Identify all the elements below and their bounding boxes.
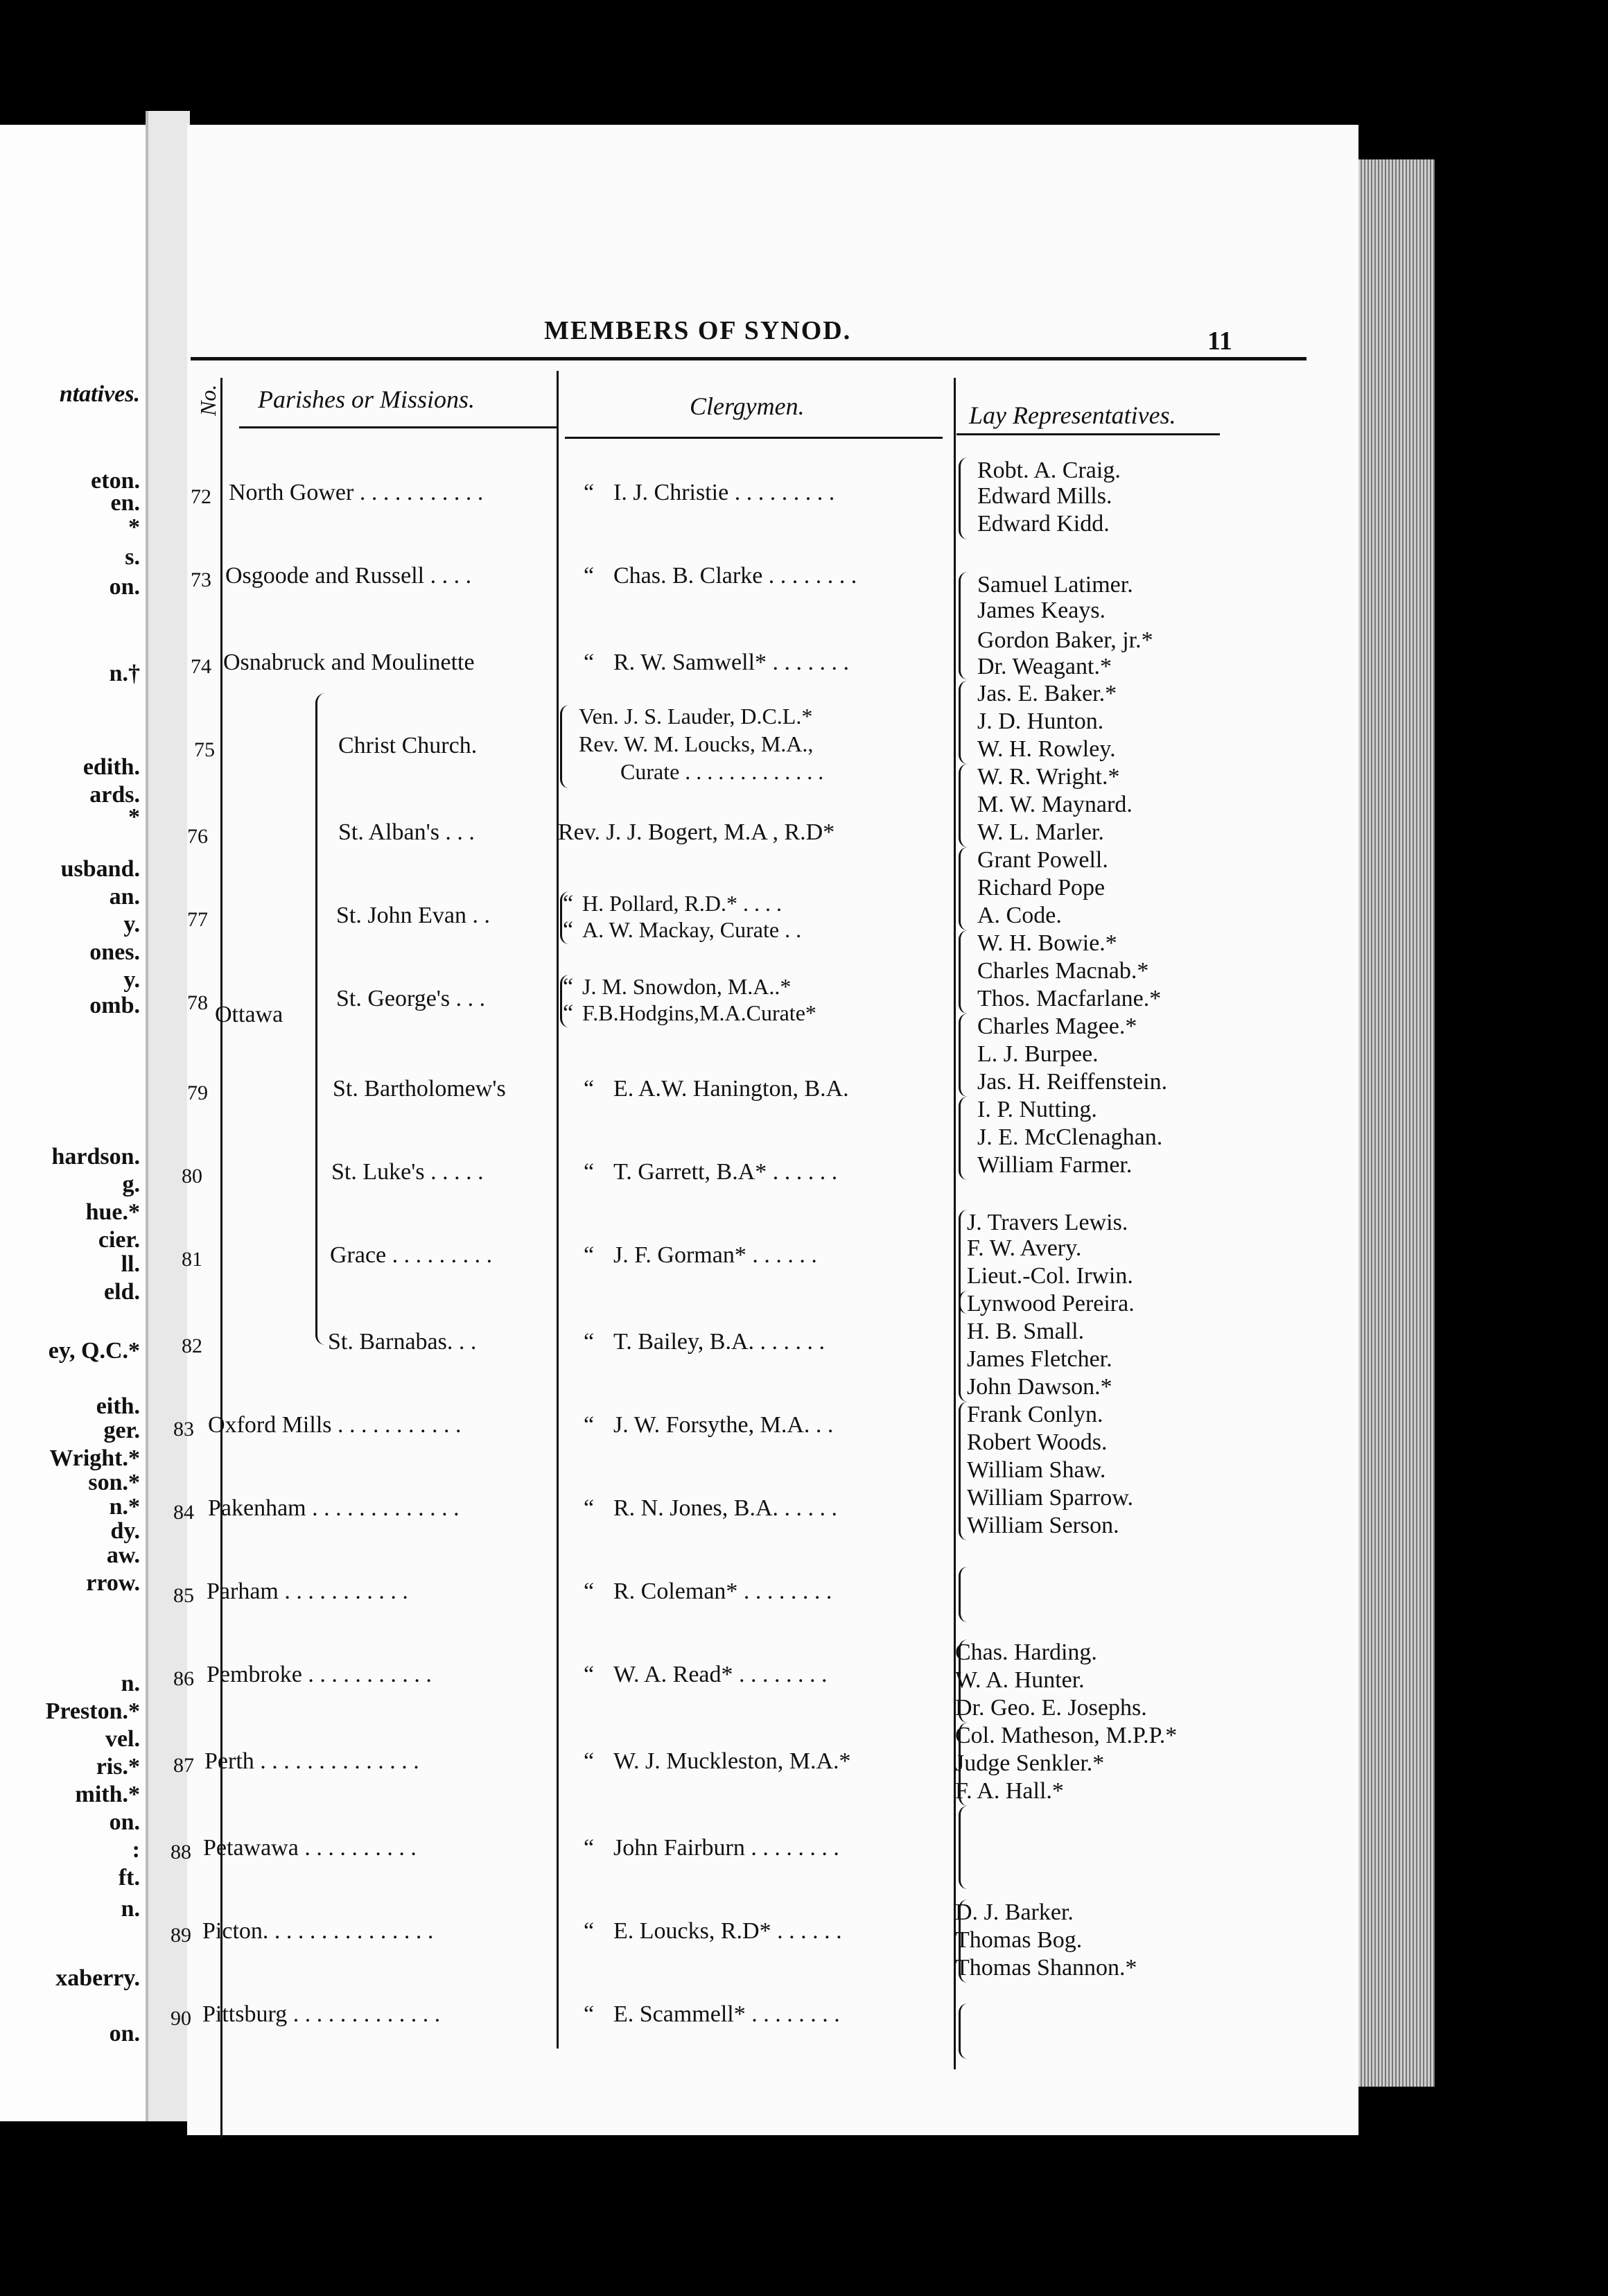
left-page-line: eld.: [104, 1279, 140, 1305]
lay-brace: [959, 1806, 968, 1889]
row-number: 89: [171, 1924, 191, 1947]
lay-representative: Edward Kidd.: [977, 511, 1110, 537]
clergyman: Rev. J. J. Bogert, M.A , R.D*: [558, 819, 835, 845]
clergyman: T. Bailey, B.A. . . . . . .: [613, 1329, 825, 1355]
left-page-line: y.: [123, 967, 140, 993]
row-number: 83: [173, 1418, 194, 1441]
clergyman: R. N. Jones, B.A. . . . . .: [613, 1495, 838, 1521]
column-header-clergymen: Clergymen.: [690, 392, 805, 420]
row-number: 72: [191, 485, 211, 508]
lay-representative: L. J. Burpee.: [977, 1041, 1099, 1067]
running-title: MEMBERS OF SYNOD.: [544, 316, 852, 345]
lay-representative: William Farmer.: [977, 1152, 1133, 1178]
clergyman: W. A. Read* . . . . . . . .: [613, 1662, 828, 1687]
lay-representative: Frank Conlyn.: [967, 1402, 1103, 1427]
ditto-mark: “: [563, 974, 574, 1000]
lay-representative: Thomas Shannon.*: [955, 1955, 1137, 1981]
clergyman: E. A.W. Hanington, B.A.: [613, 1076, 849, 1102]
lay-representative: M. W. Maynard.: [977, 792, 1133, 817]
left-page-line: n.*: [109, 1494, 140, 1520]
lay-representative: J. Travers Lewis.: [967, 1210, 1128, 1235]
parish-name: Osnabruck and Moulinette: [223, 650, 475, 675]
page-edges: [1358, 159, 1435, 2087]
lay-representative: James Fletcher.: [967, 1346, 1112, 1372]
left-page-line: ll.: [121, 1251, 140, 1277]
left-page-line: ris.*: [96, 1754, 140, 1780]
lay-representative: I. P. Nutting.: [977, 1097, 1097, 1122]
clergy-brace: [560, 892, 569, 944]
lay-representative: Lynwood Pereira.: [967, 1291, 1135, 1316]
row-number: 76: [187, 825, 208, 848]
left-page-line: rrow.: [86, 1570, 140, 1596]
parish-name: St. Barnabas. . .: [328, 1329, 477, 1355]
lay-representative: W. H. Rowley.: [977, 736, 1116, 762]
left-page-line: g.: [122, 1172, 140, 1197]
ditto-mark: “: [584, 2001, 595, 2027]
ditto-mark: “: [563, 917, 574, 943]
left-page-line: s.: [125, 544, 140, 570]
lay-representative: Jas. E. Baker.*: [977, 681, 1117, 706]
row-number: 85: [173, 1584, 194, 1607]
parish-name: Osgoode and Russell . . . .: [225, 563, 472, 589]
parish-name: North Gower . . . . . . . . . . .: [229, 480, 484, 505]
lay-representative: W. H. Bowie.*: [977, 930, 1117, 956]
left-page-line: :: [132, 1837, 140, 1863]
left-page-line: dy.: [110, 1518, 140, 1544]
left-page-line: an.: [109, 884, 140, 910]
parish-name: Christ Church.: [338, 733, 478, 758]
lay-representative: Samuel Latimer.: [977, 572, 1133, 598]
row-number: 73: [191, 568, 211, 591]
lay-representative: Dr. Weagant.*: [977, 654, 1112, 679]
lay-brace: [959, 1402, 968, 1540]
left-page-line: son.*: [88, 1470, 140, 1495]
left-page-line: xaberry.: [55, 1965, 140, 1991]
parish-name: Grace . . . . . . . . .: [330, 1242, 493, 1268]
lay-brace: [959, 930, 968, 1014]
left-page-line: hardson.: [51, 1144, 140, 1169]
parish-name: Pittsburg . . . . . . . . . . . . .: [202, 2001, 441, 2027]
clergyman: Ven. J. S. Lauder, D.C.L.*: [579, 704, 813, 729]
column-rule-no: [220, 378, 222, 2139]
clergyman: T. Garrett, B.A* . . . . . .: [613, 1159, 838, 1185]
row-number: 88: [171, 1841, 191, 1863]
parish-name: St. John Evan . .: [336, 903, 490, 928]
ottawa-label: Ottawa: [215, 1002, 283, 1027]
left-page-line: Wright.*: [49, 1445, 140, 1471]
parish-name: Petawawa . . . . . . . . . .: [203, 1835, 417, 1861]
ditto-mark: “: [584, 1412, 595, 1438]
left-page-line: *: [128, 514, 140, 540]
lay-representative: Charles Macnab.*: [977, 958, 1149, 984]
parish-name: Oxford Mills . . . . . . . . . . .: [208, 1412, 462, 1438]
row-number: 78: [187, 991, 208, 1014]
page-number: 11: [1207, 327, 1232, 356]
clergyman: Chas. B. Clarke . . . . . . . .: [613, 563, 857, 589]
clergyman: E. Scammell* . . . . . . . .: [613, 2001, 840, 2027]
lay-representative: Lieut.-Col. Irwin.: [967, 1263, 1133, 1289]
ditto-mark: “: [584, 563, 595, 589]
ditto-mark: “: [584, 650, 595, 675]
lay-representative: John Dawson.*: [967, 1374, 1112, 1400]
row-number: 75: [194, 738, 215, 761]
left-page-line: n.: [121, 1671, 140, 1696]
left-page-fragment: [0, 125, 146, 2121]
lay-brace: [959, 2003, 968, 2059]
ditto-mark: “: [584, 1242, 595, 1268]
left-page-line: usband.: [60, 856, 140, 882]
ditto-mark: “: [584, 1495, 595, 1521]
clergyman: Curate . . . . . . . . . . . . .: [620, 759, 824, 784]
row-number: 90: [171, 2007, 191, 2030]
lay-representative: James Keays.: [977, 598, 1106, 623]
left-page-line: cier.: [98, 1227, 140, 1253]
column-header-parishes: Parishes or Missions.: [258, 385, 475, 413]
ditto-mark: “: [563, 1000, 574, 1026]
clergyman: Rev. W. M. Loucks, M.A.,: [579, 731, 814, 756]
ditto-mark: “: [584, 1748, 595, 1774]
lay-representative: Gordon Baker, jr.*: [977, 627, 1153, 653]
left-page-line: eton.: [91, 468, 140, 494]
lay-representative: William Sparrow.: [967, 1485, 1134, 1511]
lay-brace: [959, 1291, 968, 1402]
ditto-mark: “: [584, 1918, 595, 1944]
row-number: 82: [182, 1334, 202, 1357]
lay-representative: J. E. McClenaghan.: [977, 1124, 1163, 1150]
left-page-line: ger.: [103, 1418, 140, 1443]
lay-brace: [959, 1567, 968, 1622]
clergyman: F.B.Hodgins,M.A.Curate*: [582, 1000, 816, 1025]
clergyman: J. M. Snowdon, M.A..*: [582, 974, 792, 999]
clergyman: R. Coleman* . . . . . . . .: [613, 1578, 832, 1604]
lay-representative: A. Code.: [977, 903, 1062, 928]
ditto-mark: “: [584, 1662, 595, 1687]
left-page-line: ey, Q.C.*: [48, 1338, 140, 1364]
row-number: 80: [182, 1165, 202, 1188]
left-page-header-fragment: ntatives.: [59, 381, 140, 407]
lay-representative: F. A. Hall.*: [955, 1778, 1064, 1804]
column-rule-clergy: [954, 378, 956, 2069]
lay-representative: Robert Woods.: [967, 1429, 1108, 1455]
left-page-line: ft.: [118, 1865, 140, 1890]
parish-name: Pembroke . . . . . . . . . . .: [207, 1662, 432, 1687]
parish-name: St. Luke's . . . . .: [331, 1159, 484, 1185]
clergy-brace: [560, 975, 569, 1027]
left-page-line: omb.: [89, 993, 140, 1018]
ditto-mark: “: [584, 1835, 595, 1861]
lay-representative: Grant Powell.: [977, 847, 1108, 873]
left-page-line: aw.: [106, 1542, 140, 1568]
ditto-mark: “: [584, 480, 595, 505]
parish-name: Parham . . . . . . . . . . .: [207, 1578, 408, 1604]
lay-representative: Col. Matheson, M.P.P.*: [955, 1723, 1178, 1748]
lay-representative: H. B. Small.: [967, 1319, 1085, 1344]
lay-representative: Edward Mills.: [977, 483, 1112, 509]
book-gutter: [146, 111, 190, 2121]
parish-name: St. George's . . .: [336, 986, 486, 1011]
clergyman: A. W. Mackay, Curate . .: [582, 917, 802, 942]
lay-representative: W. L. Marler.: [977, 819, 1104, 845]
row-number: 74: [191, 655, 211, 678]
lay-representative: Jas. H. Reiffenstein.: [977, 1069, 1168, 1095]
ditto-mark: “: [584, 1578, 595, 1604]
parish-name: Perth . . . . . . . . . . . . . .: [204, 1748, 419, 1774]
lay-brace: [959, 764, 968, 847]
clergyman: John Fairburn . . . . . . . .: [613, 1835, 839, 1861]
row-number: 81: [182, 1248, 202, 1271]
row-number: 86: [173, 1667, 194, 1690]
header-underline-lay: [956, 433, 1220, 435]
left-page-line: on.: [109, 1809, 140, 1835]
lay-brace: [959, 1723, 968, 1806]
left-page-line: on.: [109, 574, 140, 600]
row-number: 79: [187, 1081, 208, 1104]
lay-representative: Thomas Bog.: [955, 1927, 1083, 1953]
left-page-line: mith.*: [75, 1782, 140, 1807]
lay-representative: Judge Senkler.*: [955, 1750, 1105, 1776]
ditto-mark: “: [584, 1159, 595, 1185]
parish-name: St. Bartholomew's: [333, 1076, 506, 1102]
left-page-line: hue.*: [85, 1199, 140, 1225]
lay-brace: [959, 458, 968, 539]
lay-representative: William Shaw.: [967, 1457, 1106, 1483]
left-page-line: en.: [110, 490, 140, 516]
lay-representative: W. R. Wright.*: [977, 764, 1120, 790]
header-underline-clergy: [565, 437, 943, 439]
left-page-line: eith.: [96, 1393, 140, 1419]
clergyman: J. W. Forsythe, M.A. . .: [613, 1412, 834, 1438]
lay-representative: D. J. Barker.: [955, 1899, 1074, 1925]
lay-representative: Thos. Macfarlane.*: [977, 986, 1162, 1011]
lay-representative: J. D. Hunton.: [977, 708, 1104, 734]
left-page-line: ones.: [89, 939, 140, 965]
clergy-brace: [560, 705, 569, 788]
clergyman: I. J. Christie . . . . . . . . .: [613, 480, 835, 505]
ditto-mark: “: [563, 891, 574, 916]
column-rule-parishes: [557, 371, 559, 2049]
lay-brace: [959, 1014, 968, 1097]
left-page-line: edith.: [82, 754, 140, 780]
lay-representative: F. W. Avery.: [967, 1235, 1082, 1261]
clergyman: W. J. Muckleston, M.A.*: [613, 1748, 851, 1774]
left-page-line: n.: [121, 1896, 140, 1922]
ottawa-brace: [315, 693, 327, 1345]
parish-name: Pakenham . . . . . . . . . . . . .: [208, 1495, 460, 1521]
header-underline-parishes: [239, 426, 558, 428]
lay-brace: [959, 1097, 968, 1180]
row-number: 84: [173, 1501, 194, 1524]
left-page-line: n.†: [109, 661, 140, 686]
column-header-no: No.: [195, 384, 220, 416]
header-rule: [191, 357, 1306, 360]
clergyman: E. Loucks, R.D* . . . . . .: [613, 1918, 842, 1944]
lay-brace: [959, 681, 968, 764]
row-number: 87: [173, 1754, 194, 1777]
lay-representative: Charles Magee.*: [977, 1014, 1137, 1039]
ditto-mark: “: [584, 1076, 595, 1102]
row-number: 77: [187, 908, 208, 931]
lay-brace: [959, 572, 968, 679]
clergyman: H. Pollard, R.D.* . . . .: [582, 891, 782, 916]
lay-representative: W. A. Hunter.: [955, 1667, 1085, 1693]
left-page-line: Preston.*: [45, 1698, 140, 1724]
ditto-mark: “: [584, 1329, 595, 1355]
clergyman: J. F. Gorman* . . . . . .: [613, 1242, 817, 1268]
lay-representative: Robt. A. Craig.: [977, 458, 1121, 483]
lay-brace: [959, 1640, 968, 1723]
parish-name: St. Alban's . . .: [338, 819, 475, 845]
left-page-line: on.: [109, 2021, 140, 2046]
left-page-line: vel.: [105, 1726, 140, 1752]
lay-representative: Chas. Harding.: [955, 1640, 1097, 1665]
parish-name: Picton. . . . . . . . . . . . . . .: [202, 1918, 434, 1944]
column-header-lay: Lay Representatives.: [969, 401, 1176, 429]
lay-representative: Dr. Geo. E. Josephs.: [955, 1695, 1147, 1721]
left-page-line: y.: [123, 912, 140, 937]
left-page-line: *: [128, 804, 140, 830]
lay-representative: Richard Pope: [977, 875, 1106, 901]
clergyman: R. W. Samwell* . . . . . . .: [613, 650, 850, 675]
lay-brace: [959, 847, 968, 930]
left-page-line: ards.: [89, 782, 140, 808]
lay-representative: William Serson.: [967, 1513, 1119, 1538]
lay-brace: [959, 1899, 968, 1983]
